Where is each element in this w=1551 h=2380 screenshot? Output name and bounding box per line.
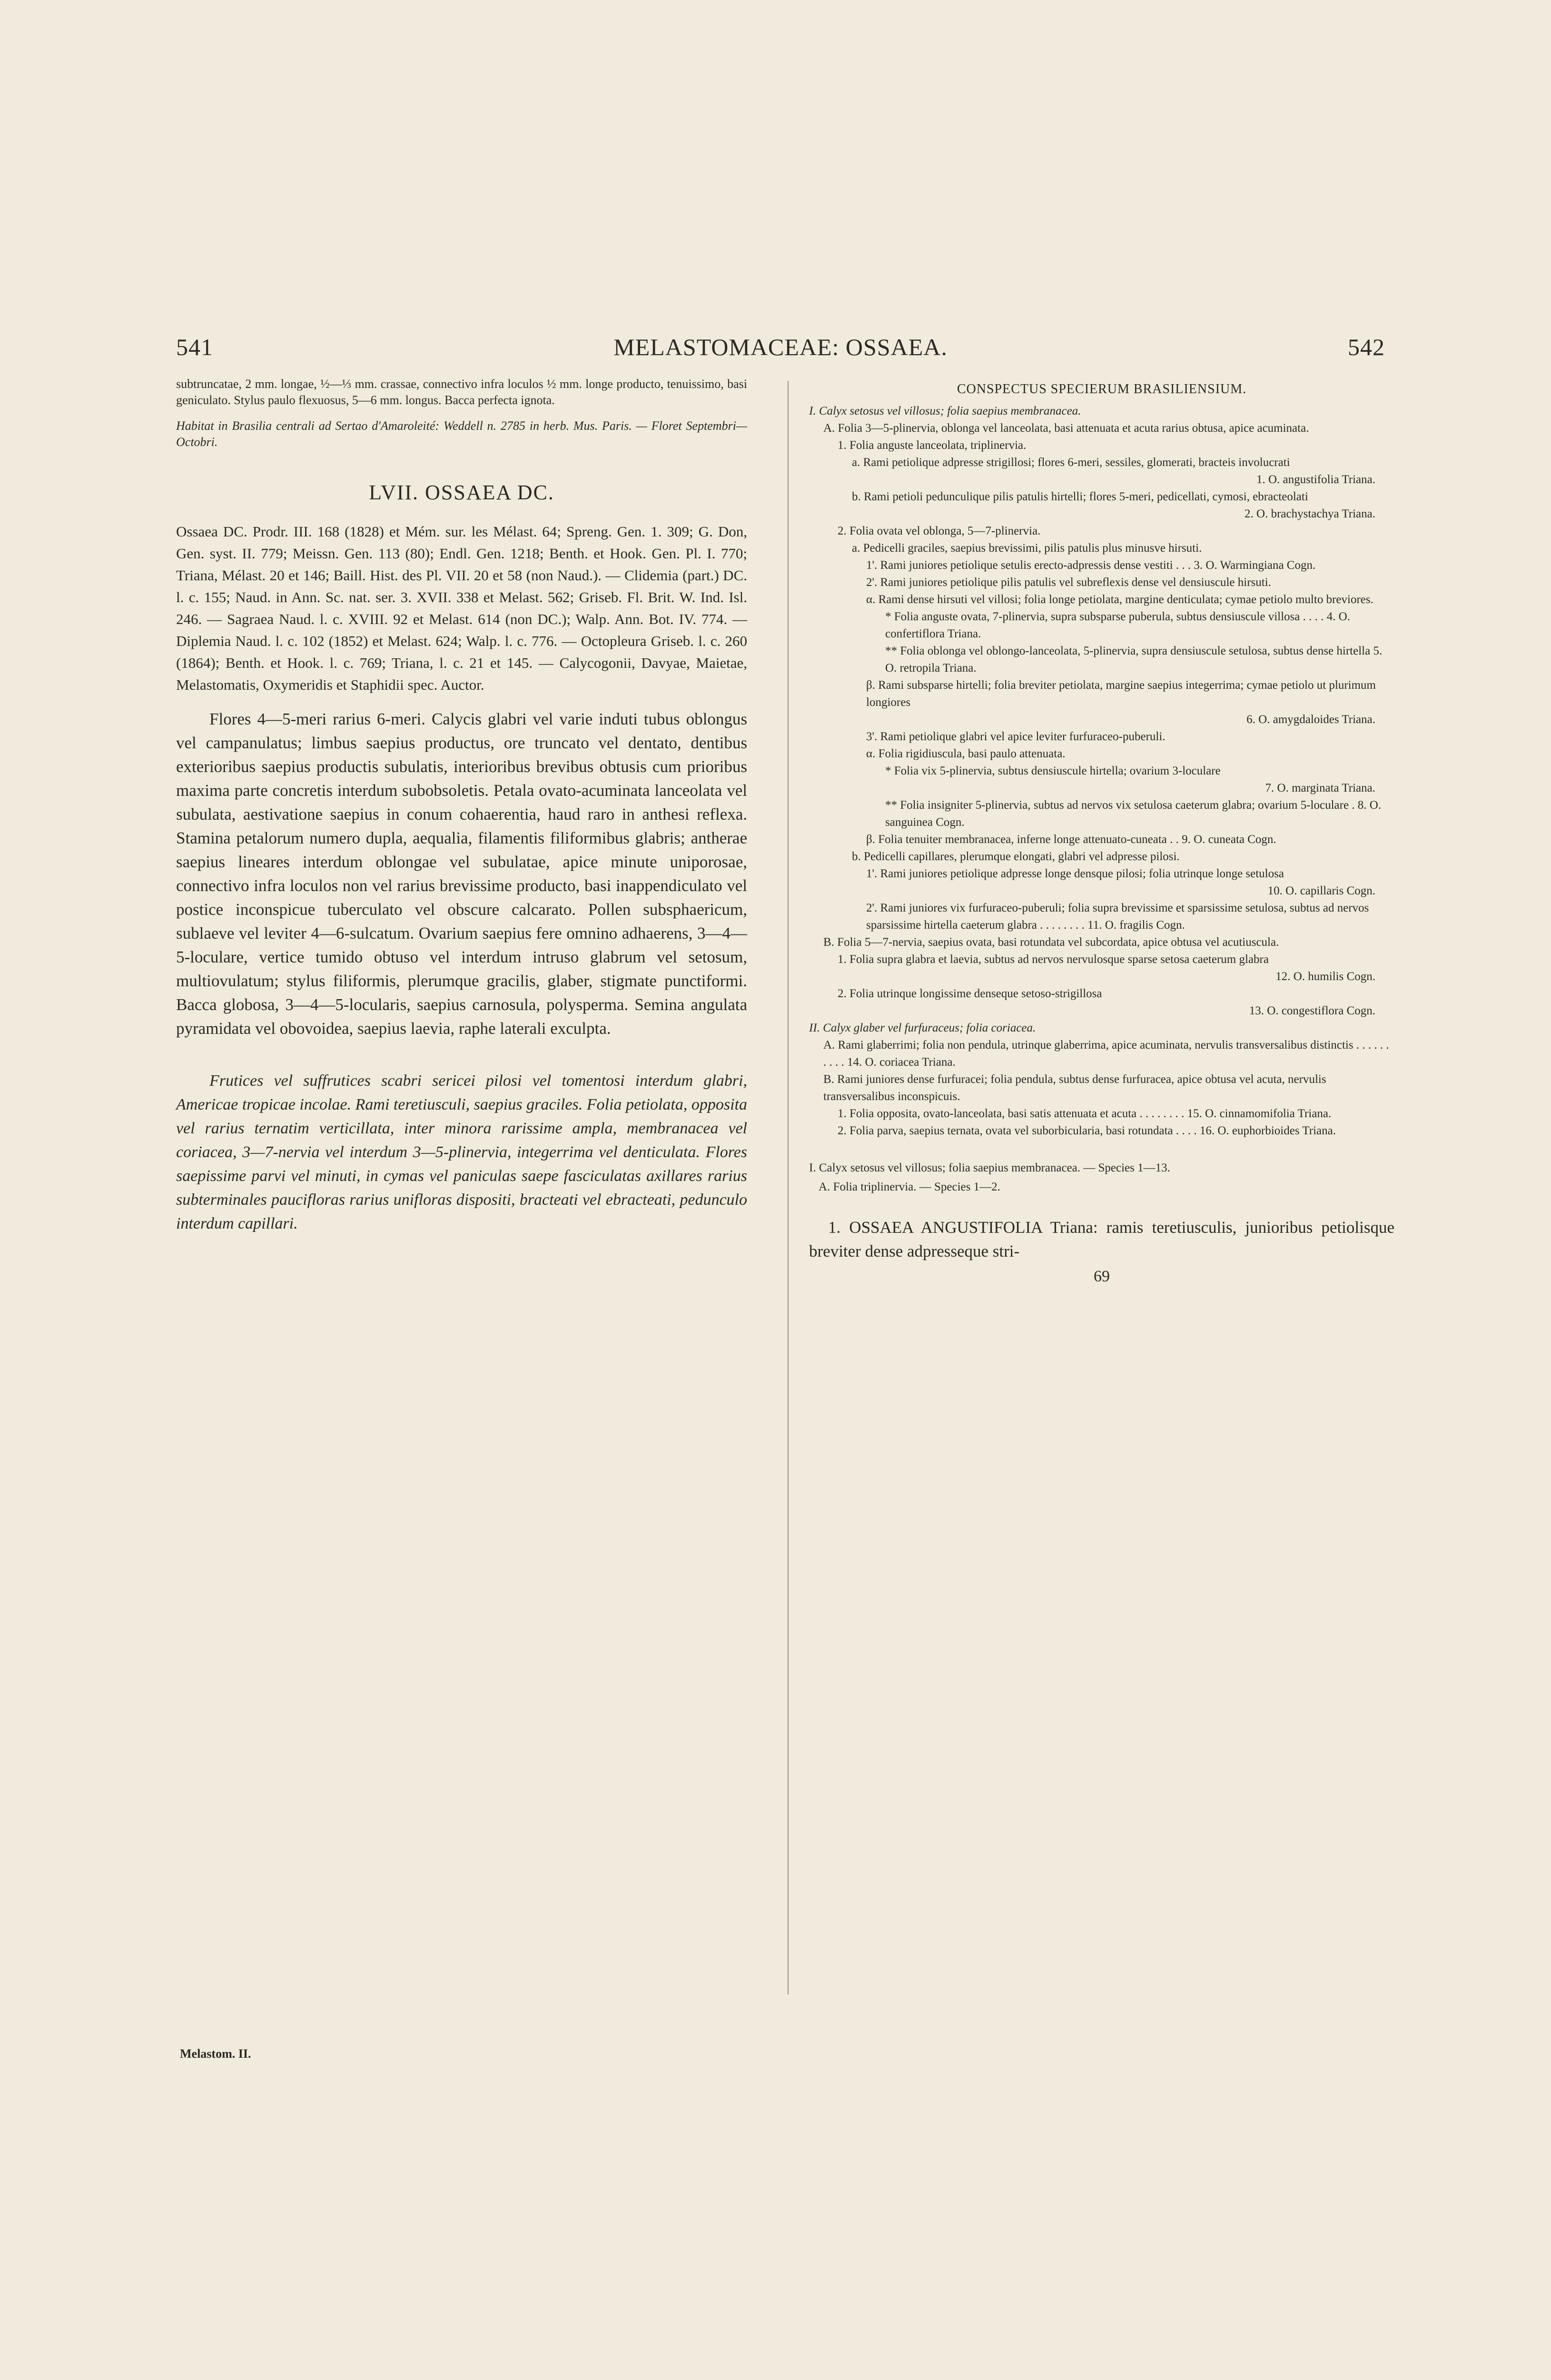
key-taxon-name: 1. O. angustifolia Triana. [1256, 473, 1375, 486]
species-heading: 1. OSSAEA ANGUSTIFOLIA Triana: ramis teretiusculis, junioribus petiolisque breviter dense adpresseque stri- [809, 1218, 1394, 1260]
column-divider [788, 381, 789, 1994]
running-title: MELASTOMACEAE: OSSAEA. [613, 334, 948, 360]
summary-line: I. Calyx setosus vel villosus; folia saepius membranacea. — Species 1—13. [809, 1161, 1170, 1174]
page-header [176, 333, 1385, 367]
habitat-text: Habitat in Brasilia centrali ad Sertao d'Amaroleité: Weddell n. 2785 in herb. Mus. Paris. — Floret Septembri—Octobri. [176, 419, 747, 449]
key-taxon-name: 10. O. capillaris Cogn. [1267, 884, 1375, 897]
key-line: * Folia vix 5-plinervia, subtus densiuscule hirtella; ovarium 3-loculare [885, 764, 1221, 777]
right-column [809, 381, 1394, 1285]
key-line: b. Pedicelli capillares, plerumque elongati, glabri vel adpresse pilosi. [852, 850, 1180, 863]
key-line: a. Pedicelli graciles, saepius brevissimi, pilis patulis plus minusve hirsuti. [852, 542, 1202, 555]
key-line: 2. Folia parva, saepius ternata, ovata vel suborbicularia, basi rotundata . . . . 16. O. euphorbioides Triana. [838, 1124, 1336, 1137]
key-line: B. Folia 5—7-nervia, saepius ovata, basi rotundata vel subcordata, apice obtusa vel acutiuscula. [823, 936, 1279, 949]
summary-line: A. Folia triplinervia. — Species 1—2. [819, 1180, 1000, 1193]
page-number-right: 542 [1348, 334, 1385, 360]
synonymy-text: Ossaea DC. Prodr. III. 168 (1828) et Mém. sur. les Mélast. 64; Spreng. Gen. 1. 309; G. Don, Gen. syst. II. 779; Meissn. Gen. 113 (80); Endl. Gen. 1218; Benth. et Hook. Gen. Pl. I. 770; Triana, Mélast. 20 et 146; Baill. Hist. des Pl. VII. 20 et 58 (non Naud.). — Clidemia (part.) DC. l. c. 155; Naud. in Ann. Sc. nat. ser. 3. XVII. 338 et Melast. 562; Griseb. Fl. Brit. W. Ind. Isl. 246. — Sagraea Naud. l. c. XVIII. 92 et Melast. 614 (non DC.); Walp. Ann. Bot. IV. 774. — Diplemia Naud. l. c. 102 (1852) et Melast. 624; Walp. l. c. 776. — Octopleura Griseb. l. c. 260 (1864); Benth. et Hook. l. c. 769; Triana, l. c. 21 et 145. — Calycogonii, Davyae, Maietae, Melastomatis, Oxymeridis et Staphidii spec. Auctor. [176, 523, 747, 693]
key-line: I. Calyx setosus vel villosus; folia saepius membranacea. [809, 405, 1081, 417]
key-line: II. Calyx glaber vel furfuraceus; folia coriacea. [809, 1021, 1036, 1034]
left-column [176, 376, 747, 1236]
signature-number: 69 [1094, 1268, 1110, 1285]
key-taxon-name: 13. O. congestiflora Cogn. [1249, 1004, 1375, 1017]
key-taxon-name: 6. O. amygdaloides Triana. [1246, 713, 1375, 726]
species-key [809, 403, 1394, 1140]
key-line: 1. Folia opposita, ovato-lanceolata, basi satis attenuata et acuta . . . . . . . . 15. O. cinnamomifolia Triana. [838, 1107, 1332, 1120]
key-taxon-name: 7. O. marginata Triana. [1265, 782, 1375, 794]
key-line: 1'. Rami juniores petiolique adpresse longe densque pilosi; folia utrinque longe setulosa [866, 867, 1284, 880]
key-line: β. Rami subsparse hirtelli; folia breviter petiolata, margine saepius integerrima; cymae petiolo ut plurimum longiores [866, 679, 1379, 709]
key-line: ** Folia insigniter 5-plinervia, subtus ad nervos vix setulosa caeterum glabra; ovarium 5-loculare . 8. O. sanguinea Cogn. [885, 799, 1384, 829]
footer-signature: Melastom. II. [180, 2047, 251, 2061]
conspectus-title: CONSPECTUS SPECIERUM BRASILIENSIUM. [957, 382, 1247, 397]
genus-title: LVII. OSSAEA DC. [369, 481, 554, 504]
key-line: 2'. Rami juniores petiolique pilis patulis vel subreflexis dense vel densiuscule hirsuti. [866, 576, 1271, 589]
summary-block [809, 1159, 1394, 1197]
key-line: A. Folia 3—5-plinervia, oblonga vel lanceolata, basi attenuata et acuta rarius obtusa, apice acuminata. [823, 422, 1309, 435]
key-line: A. Rami glaberrimi; folia non pendula, utrinque glaberrima, apice acuminata, nervulis transversalibus distinctis . . . . . . . . . . 14. O. coriacea Triana. [823, 1039, 1392, 1069]
key-line: ** Folia oblonga vel oblongo-lanceolata, 5-plinervia, supra densiuscule setulosa, subtus dense hirtella 5. O. retropila Triana. [885, 645, 1385, 674]
page-number-left: 541 [176, 334, 213, 360]
key-line: 1. Folia anguste lanceolata, triplinervia. [838, 439, 1027, 452]
key-line: α. Rami dense hirsuti vel villosi; folia longe petiolata, margine denticulata; cymae petiolo multo breviores. [866, 593, 1373, 606]
key-line: B. Rami juniores dense furfuracei; folia pendula, subtus dense furfuracea, apice obtusa vel acuta, nervulis transversalibus inconspicuis. [823, 1073, 1329, 1103]
key-line: 1. Folia supra glabra et laevia, subtus ad nervos nervulosque sparse setosa caeterum glabra [838, 953, 1269, 966]
key-line: 3'. Rami petiolique glabri vel apice leviter furfuraceo-puberuli. [866, 730, 1166, 743]
key-taxon-name: 12. O. humilis Cogn. [1275, 970, 1375, 983]
key-line: α. Folia rigidiuscula, basi paulo attenuata. [866, 747, 1066, 760]
key-line: 1'. Rami juniores petiolique setulis erecto-adpressis dense vestiti . . . 3. O. Warmingiana Cogn. [866, 559, 1316, 572]
key-line: a. Rami petiolique adpresse strigillosi; flores 6-meri, sessiles, glomerati, bracteis involucrati [852, 456, 1290, 469]
key-line: * Folia anguste ovata, 7-plinervia, supra subsparse puberula, subtus densiuscule villosa . . . . 4. O. confertiflora Triana. [885, 610, 1353, 640]
key-line: b. Rami petioli pedunculique pilis patulis hirtelli; flores 5-meri, pedicellati, cymosi, ebracteolati [852, 490, 1308, 503]
key-line: β. Folia tenuiter membranacea, inferne longe attenuato-cuneata . . 9. O. cuneata Cogn. [866, 833, 1276, 846]
key-taxon-name: 2. O. brachystachya Triana. [1245, 507, 1375, 520]
habit-description: Frutices vel suffrutices scabri sericei pilosi vel tomentosi interdum glabri, Americae tropicae incolae. Rami teretiusculi, saepius graciles. Folia petiolata, opposita vel rarius ternatim verticillata, inter minora rarissime ampla, membranacea vel coriacea, 3—7-nervia vel interdum 3—5-plinervia, integerrima vel denticulata. Flores saepissime parvi vel minuti, in cymas vel paniculas saepe fasciculatas axillares rarius subterminales paucifloras rarius unifloras dispositi, bracteati vel ebracteati, pedunculo interdum capillari. [176, 1072, 747, 1232]
key-line: 2'. Rami juniores vix furfuraceo-puberuli; folia supra brevissime et sparsissime setulosa, subtus ad nervos sparsissime hirtella caeterum glabra . . . . . . . . 11. O. fragilis Cogn. [866, 902, 1372, 932]
key-line: 2. Folia utrinque longissime denseque setoso-strigillosa [838, 987, 1102, 1000]
preamble-text: subtruncatae, 2 mm. longae, ½—⅓ mm. crassae, connectivo infra loculos ½ mm. longe producto, tenuissimo, basi geniculato. Stylus paulo flexuosus, 5—6 mm. longus. Bacca perfecta ignota. [176, 377, 747, 407]
genus-description: Flores 4—5-meri rarius 6-meri. Calycis glabri vel varie induti tubus oblongus vel campanulatus; limbus saepius productus, ore truncato vel dentato, dentibus exterioribus saepius productis subulatis, interioribus brevibus obtusis cum prioribus maxima parte concretis interdum subobsoletis. Petala ovato-acuminata lanceolata vel subulata, aestivatione saepius in conum cohaerentia, haud raro in anthesi reflexa. Stamina petalorum numero dupla, aequalia, filamentis filiformibus glabris; antherae saepius lineares interdum oblongae vel subulatae, apice minute uniporosae, connectivo infra loculos non vel rarius brevissime producto, basi inappendiculato vel postice inconspicue tuberculato vel obscure calcarato. Pollen subsphaericum, sublaeve vel leviter 4—6-sulcatum. Ovarium saepius fere omnino adhaerens, 3—4—5-loculare, vertice tumido obtuso vel interdum intruso glabrum vel setosum, multiovulatum; stylus filiformis, plerumque gracilis, glaber, stigmate punctiformi. Bacca globosa, 3—4—5-locularis, saepius carnosula, polysperma. Semina angulata pyramidata vel obovoidea, saepius laevia, raphe laterali exculpta. [176, 710, 747, 1038]
key-line: 2. Folia ovata vel oblonga, 5—7-plinervia. [838, 525, 1041, 537]
